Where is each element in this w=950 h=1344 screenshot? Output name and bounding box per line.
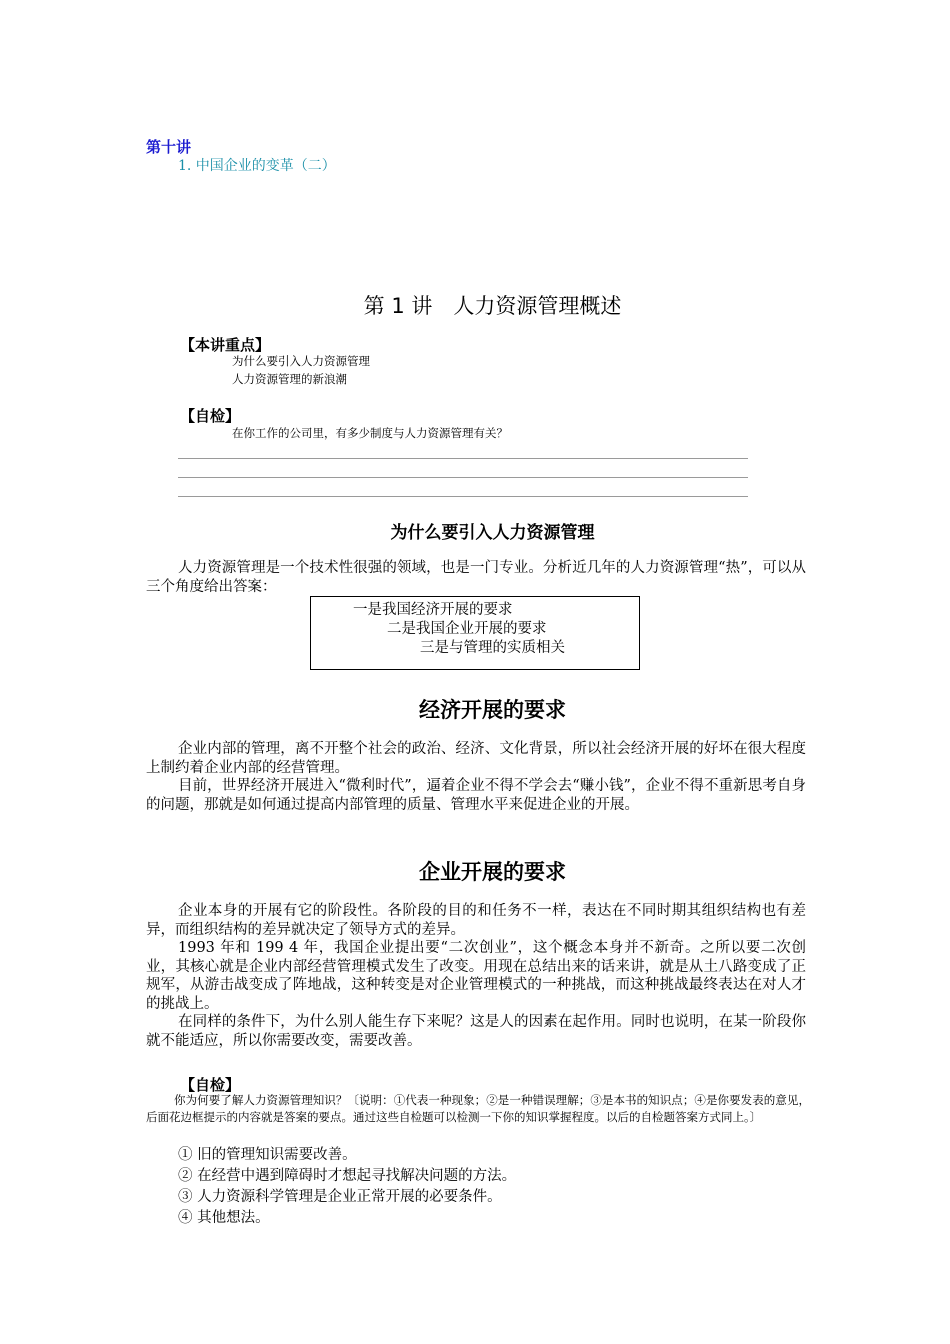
answer-line [178,458,748,459]
paragraph: 目前，世界经济开展进入“微利时代”，逼着企业不得不学会去“赚小钱”，企业不得不重新思考自身的问题，那就是如何通过提高内部管理的质量、管理水平来促进企业的开展。 [146,778,806,813]
section-economy-body [146,740,806,814]
self-check-question: 在你工作的公司里，有多少制度与人力资源管理有关？ [232,426,508,440]
answer-box-item: 一是我国经济开展的要求 [353,602,513,618]
key-points-heading: 【本讲重点】 [180,336,271,354]
section-heading-why: 为什么要引入人力资源管理 [390,523,595,543]
paragraph: 人力资源管理是一个技术性很强的领域，也是一门专业。分析近几年的人力资源管理“热”，可以从三个角度给出答案： [146,560,806,595]
section-heading-enterprise: 企业开展的要求 [419,860,566,884]
option-item: ① 旧的管理知识需要改善。 [178,1147,357,1163]
answer-line [178,477,748,478]
lecture-label[interactable]: 第十讲 [146,138,192,156]
answer-box-item: 三是与管理的实质相关 [420,640,565,656]
option-item: ② 在经营中遇到障碍时才想起寻找解决问题的方法。 [178,1168,517,1184]
answer-line [178,496,748,497]
section-heading-economy: 经济开展的要求 [419,698,566,722]
paragraph: 企业本身的开展有它的阶段性。各阶段的目的和任务不一样，表达在不同时期其组织结构也有差异，而组织结构的差异就决定了领导方式的差异。 [146,903,806,938]
page-title: 第 1 讲 人力资源管理概述 [363,294,622,318]
paragraph: 你为何要了解人力资源管理知识？〔说明：①代表一种现象；②是一种错误理解；③是本书的知识点；④是你要发表的意见，后面花边框提示的内容就是答案的要点。通过这些自检题可以检测一下你的知识掌握程度。以后的自检题答案方式同上。〕 [146,1093,810,1124]
key-point-item: 为什么要引入人力资源管理 [232,354,370,368]
paragraph: 在同样的条件下，为什么别人能生存下来呢？这是人的因素在起作用。同时也说明，在某一阶段你就不能适应，所以你需要改变，需要改善。 [146,1014,806,1049]
option-item: ④ 其他想法。 [178,1210,270,1226]
lecture-subtitle-link[interactable]: 1. 中国企业的变革（二） [178,158,336,174]
paragraph: 1993 年和 199 4 年，我国企业提出要“二次创业”，这个概念本身并不新奇。之所以要二次创业，其核心就是企业内部经营管理模式发生了改变。用现在总结出来的话来讲，就是从土八路变成了正规军，从游击战变成了阵地战，这种转变是对企业管理模式的一种挑战，而这种挑战最终表达在对人才的挑战上。 [146,940,806,1012]
answer-box-item: 二是我国企业开展的要求 [387,621,547,637]
option-item: ③ 人力资源科学管理是企业正常开展的必要条件。 [178,1189,502,1205]
section-enterprise-body [146,902,806,1050]
self-check-heading: 【自检】 [180,1076,241,1094]
paragraph: 企业内部的管理，离不开整个社会的政治、经济、文化背景，所以社会经济开展的好坏在很大程度上制约着企业内部的经营管理。 [146,741,806,776]
self-check-question [146,1092,810,1126]
self-check-heading: 【自检】 [180,407,241,425]
key-point-item: 人力资源管理的新浪潮 [232,372,347,386]
answer-box [310,596,640,670]
section-why-paragraph [146,559,806,596]
